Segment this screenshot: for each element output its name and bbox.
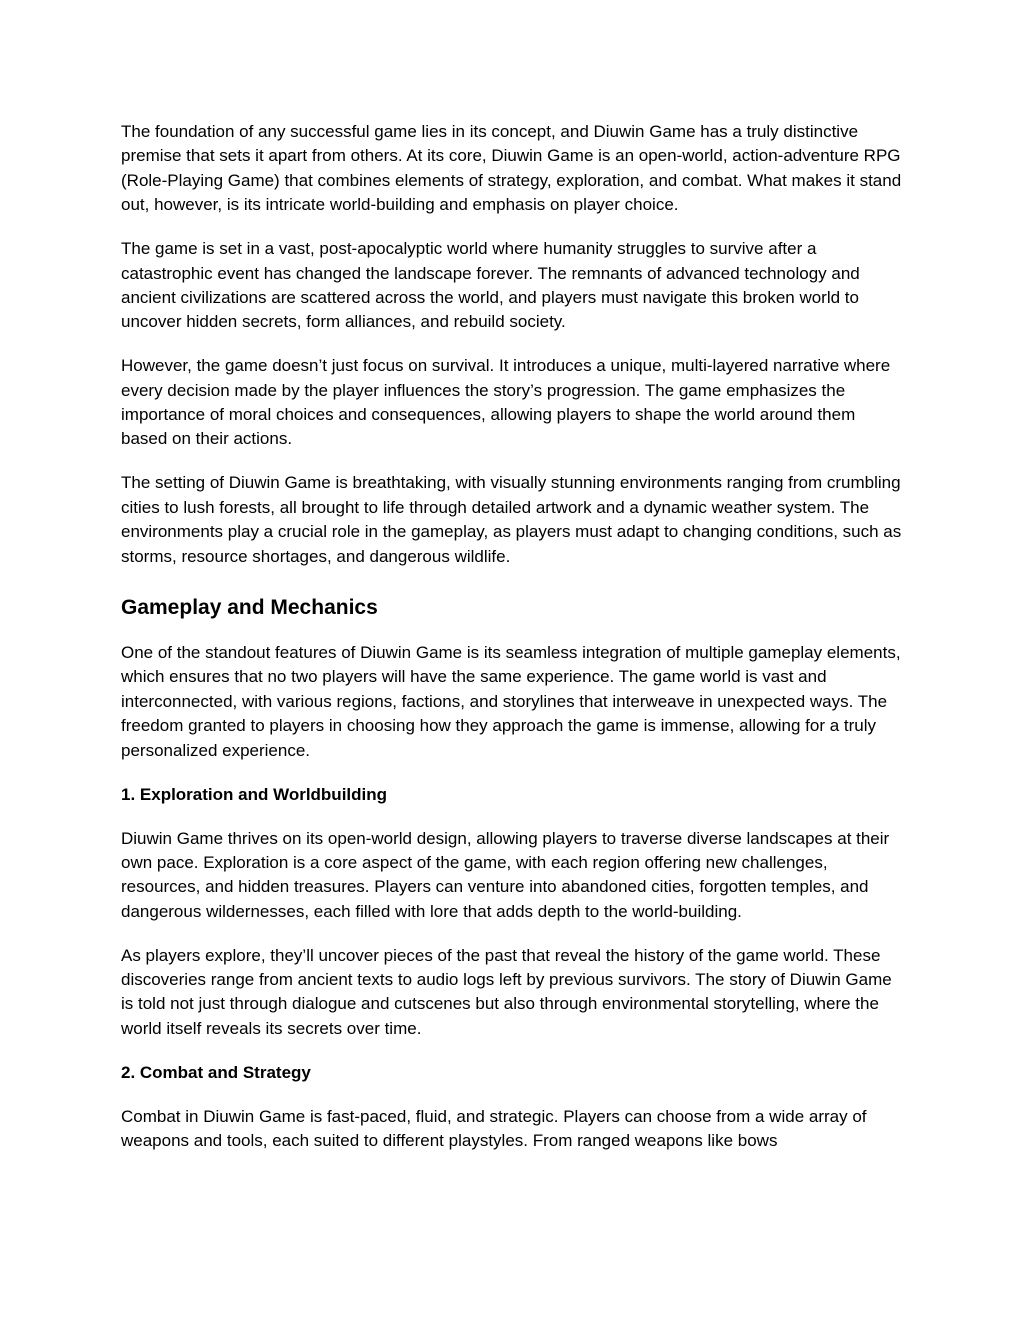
document-page [121, 120, 903, 1173]
intro-paragraph-2: The game is set in a vast, post-apocalyptic world where humanity struggles to survive after a catastrophic event has changed the landscape forever. The remnants of advanced technology and ancient civilizations are scattered across the world, and players must navigate this broken world to uncover hidden secrets, form alliances, and rebuild society. [121, 239, 860, 332]
exploration-paragraph-1: Diuwin Game thrives on its open-world design, allowing players to traverse diverse landscapes at their own pace. Exploration is a core aspect of the game, with each region offering new challenges, resources, and hidden treasures. Players can venture into abandoned cities, forgotten temples, and dangerous wildernesses, each filled with lore that adds depth to the world-building. [121, 828, 890, 921]
subsection-heading-exploration: 1. Exploration and Worldbuilding [121, 784, 388, 804]
intro-paragraph-4: The setting of Diuwin Game is breathtaking, with visually stunning environments ranging from crumbling cities to lush forests, all brought to life through detailed artwork and a dynamic weather system. The environments play a crucial role in the gameplay, as players must adapt to changing conditions, such as storms, resource shortages, and dangerous wildlife. [121, 473, 902, 566]
subsection-heading-combat: 2. Combat and Strategy [121, 1062, 311, 1082]
intro-paragraph-3: However, the game doesn’t just focus on survival. It introduces a unique, multi-layered narrative where every decision made by the player influences the story’s progression. The game emphasizes the importance of moral choices and consequences, allowing players to shape the world around them based on their actions. [121, 356, 891, 449]
combat-paragraph-1: Combat in Diuwin Game is fast-paced, fluid, and strategic. Players can choose from a wide array of weapons and tools, each suited to different playstyles. From ranged weapons like bows [121, 1106, 867, 1151]
exploration-paragraph-2: As players explore, they’ll uncover pieces of the past that reveal the history of the game world. These discoveries range from ancient texts to audio logs left by previous survivors. The story of Diuwin Game is told not just through dialogue and cutscenes but also through environmental storytelling, where the world itself reveals its secrets over time. [121, 945, 892, 1038]
gameplay-paragraph: One of the standout features of Diuwin Game is its seamless integration of multiple gameplay elements, which ensures that no two players will have the same experience. The game world is vast and interconnected, with various regions, factions, and storylines that interweave in unexpected ways. The freedom granted to players in choosing how they approach the game is immense, allowing for a truly personalized experience. [121, 643, 901, 760]
section-heading-gameplay: Gameplay and Mechanics [121, 596, 378, 619]
intro-paragraph-1: The foundation of any successful game lies in its concept, and Diuwin Game has a truly distinctive premise that sets it apart from others. At its core, Diuwin Game is an open-world, action-adventure RPG (Role-Playing Game) that combines elements of strategy, exploration, and combat. What makes it stand out, however, is its intricate world-building and emphasis on player choice. [121, 122, 902, 215]
